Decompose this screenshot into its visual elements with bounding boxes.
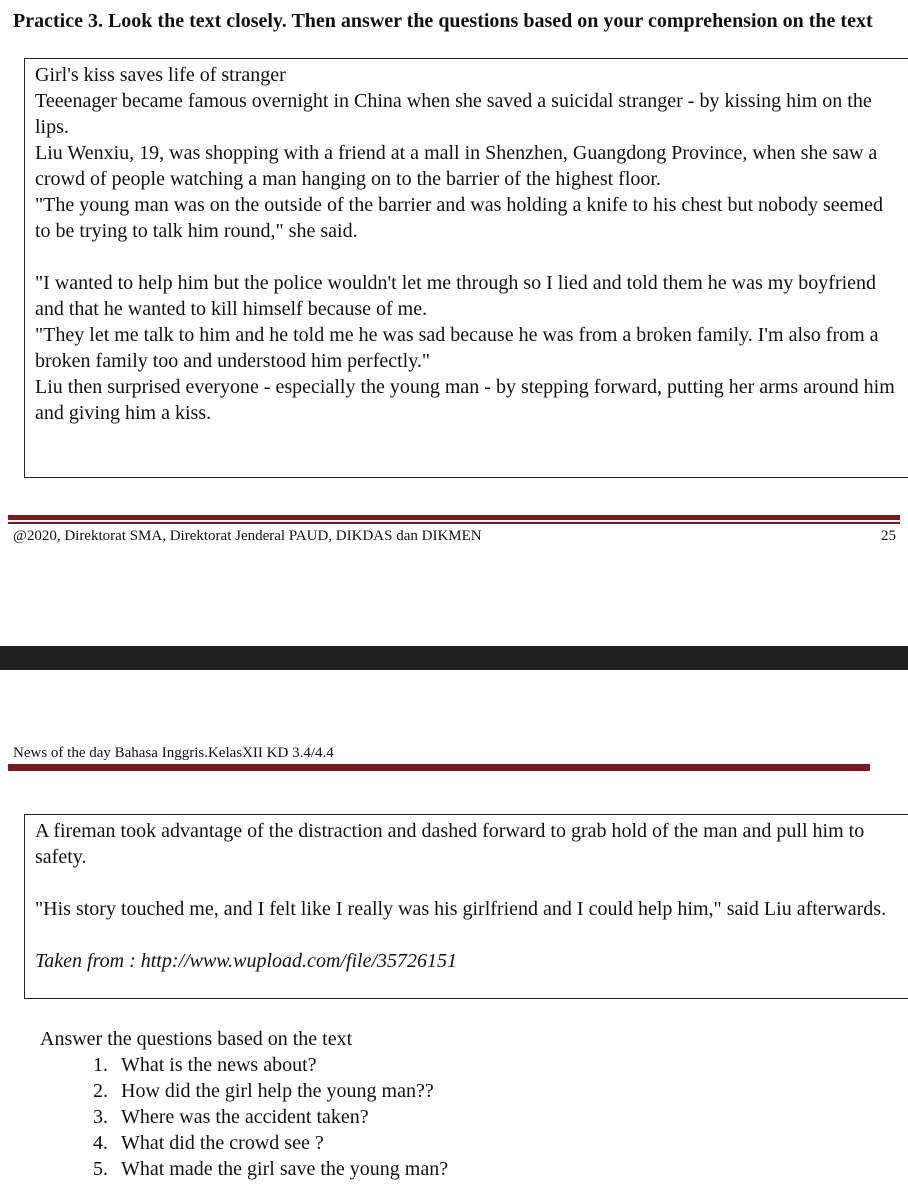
question-item: 1. What is the news about? [113, 1052, 860, 1078]
questions-list [40, 1052, 860, 1182]
question-item: 5. What made the girl save the young man? [113, 1156, 860, 1182]
article-paragraph: "His story touched me, and I felt like I really was his girlfriend and I could help him," said Liu afterwards. [35, 898, 887, 920]
article-box-part1 [24, 58, 908, 478]
article-paragraph: Teeenager became famous overnight in China when she saved a suicidal stranger - by kissing him on the lips. [35, 90, 872, 138]
header-rule [8, 764, 870, 771]
article-paragraph: "They let me talk to him and he told me he was sad because he was from a broken family. I'm also from a broken family too and understood him perfectly." [35, 324, 879, 372]
page-break-band [0, 646, 908, 670]
question-item: 3. Where was the accident taken? [113, 1104, 860, 1130]
article-box-part2 [24, 814, 908, 999]
article-paragraph: Liu Wenxiu, 19, was shopping with a friend at a mall in Shenzhen, Guangdong Province, when she saw a crowd of people watching a man hanging on to the barrier of the highest floor. [35, 142, 878, 190]
footer-rule-thick [8, 515, 900, 520]
article-source: Taken from : http://www.wupload.com/file/35726151 [35, 950, 458, 972]
practice-heading: Practice 3. Look the text closely. Then answer the questions based on your comprehension on the text [13, 10, 873, 32]
article-title: Girl's kiss saves life of stranger [35, 64, 286, 86]
article-paragraph: "I wanted to help him but the police wouldn't let me through so I lied and told them he was my boyfriend and that he wanted to kill himself because of me. [35, 272, 877, 320]
footer-rule-thin [8, 522, 900, 524]
questions-intro: Answer the questions based on the text [40, 1028, 353, 1050]
page-number: 25 [881, 528, 896, 544]
questions-section [40, 1026, 860, 1182]
question-item: 2. How did the girl help the young man?? [113, 1078, 860, 1104]
question-item: 4. What did the crowd see ? [113, 1130, 860, 1156]
article-paragraph: A fireman took advantage of the distraction and dashed forward to grab hold of the man and pull him to safety. [35, 820, 865, 868]
article-paragraph: "The young man was on the outside of the barrier and was holding a knife to his chest but nobody seemed to be trying to talk him round," she said. [35, 194, 883, 242]
article-paragraph: Liu then surprised everyone - especially the young man - by stepping forward, putting her arms around him and giving him a kiss. [35, 376, 895, 424]
page-header: News of the day Bahasa Inggris.KelasXII KD 3.4/4.4 [13, 745, 334, 761]
footer-copyright: @2020, Direktorat SMA, Direktorat Jenderal PAUD, DIKDAS dan DIKMEN [13, 528, 482, 544]
